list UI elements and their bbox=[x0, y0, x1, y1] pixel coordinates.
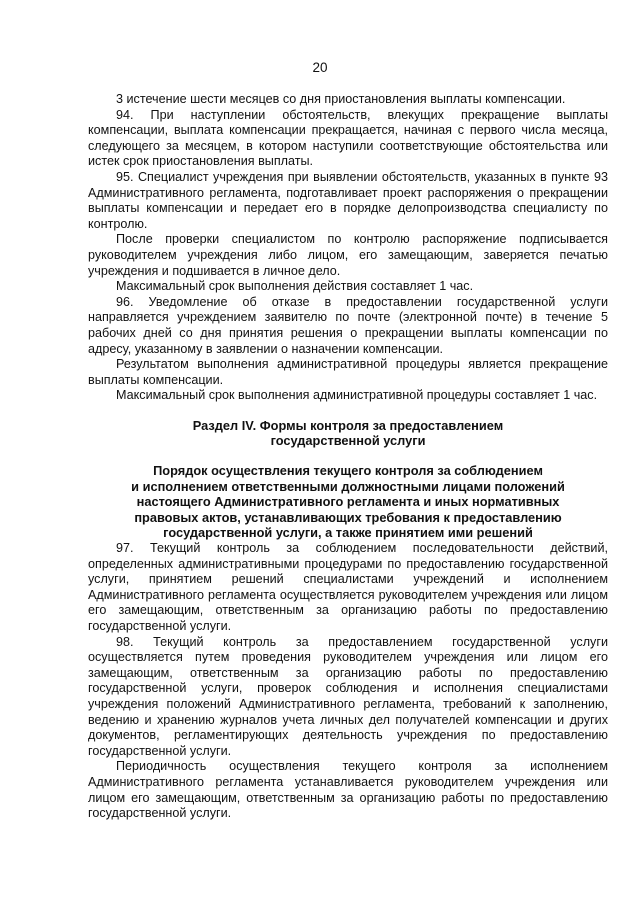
section-heading-line: Раздел IV. Формы контроля за предоставлением bbox=[192, 417, 504, 433]
paragraph: Максимальный срок выполнения действия составляет 1 час. bbox=[116, 279, 474, 294]
subsection-heading-line: правовых актов, устанавливающих требования к предоставлению bbox=[134, 509, 562, 525]
subsection-heading-line: настоящего Административного регламента и иных нормативных bbox=[136, 494, 560, 510]
paragraph: После проверки специалистом по контролю распоряжение подписывается руководителем учреждения либо лицом, его замещающим, заверяется печатью учреждения и подшивается в личное дело. bbox=[88, 232, 608, 278]
subsection-heading-line: Порядок осуществления текущего контроля за соблюдением bbox=[153, 463, 543, 479]
paragraph: 98. Текущий контроль за предоставлением государственной услуги осуществляется путем проведения руководителем учреждения или лицом его замещающим, ответственным за организацию работы по предоставлению государственной услуги, проверок соблюдения и исполнения специалистами учреждения положений Административного регламента, требований к заполнению, ведению и хранению журналов учета личных дел получателей компенсации и других документов, регламентирующих деятельность учреждения по предоставлению государственной услуги. bbox=[88, 634, 608, 758]
section-heading bbox=[88, 418, 608, 449]
document-body bbox=[88, 92, 608, 822]
paragraph: 3 истечение шести месяцев со дня приостановления выплаты компенсации. bbox=[116, 92, 566, 106]
subsection-heading bbox=[88, 463, 608, 541]
paragraph: 94. При наступлении обстоятельств, влекущих прекращение выплаты компенсации, выплата компенсации прекращается, начиная с первого числа месяца, следующего за месяцем, в котором наступили соответствующие обстоятельства или истек срок приостановления выплаты. bbox=[88, 107, 608, 169]
paragraph: 95. Специалист учреждения при выявлении обстоятельств, указанных в пункте 93 Административного регламента, подготавливает проект распоряжения о прекращении выплаты компенсации и передает его в порядке делопроизводства специалисту по контролю. bbox=[88, 169, 608, 231]
subsection-heading-line: и исполнением ответственными должностными лицами положений bbox=[131, 478, 565, 494]
paragraph: Периодичность осуществления текущего контроля за исполнением Административного регламента устанавливается руководителем учреждения или лицом его замещающим, ответственным за организацию работы по предоставлению государственной услуги. bbox=[88, 759, 608, 821]
paragraph: Максимальный срок выполнения административной процедуры составляет 1 час. bbox=[116, 388, 598, 403]
paragraph: Результатом выполнения административной процедуры является прекращение выплаты компенсации. bbox=[88, 357, 608, 387]
paragraph: 97. Текущий контроль за соблюдением последовательности действий, определенных административными процедурами по предоставлению государственной услуги, принятием решений специалистами учреждений и исполнением Административного регламента осуществляется руководителем учреждения или лицом его замещающим, ответственным за организацию работы по предоставлению государственной услуги. bbox=[88, 541, 608, 633]
page-number: 20 bbox=[312, 60, 328, 75]
section-heading-line: государственной услуги bbox=[270, 433, 426, 449]
subsection-heading-line: государственной услуги, а также принятием ими решений bbox=[163, 525, 533, 541]
paragraph: 96. Уведомление об отказе в предоставлении государственной услуги направляется учреждением заявителю по почте (электронной почте) в течение 5 рабочих дней со дня принятия решения о прекращении выплаты компенсации по адресу, указанному в заявлении о назначении компенсации. bbox=[88, 294, 608, 356]
